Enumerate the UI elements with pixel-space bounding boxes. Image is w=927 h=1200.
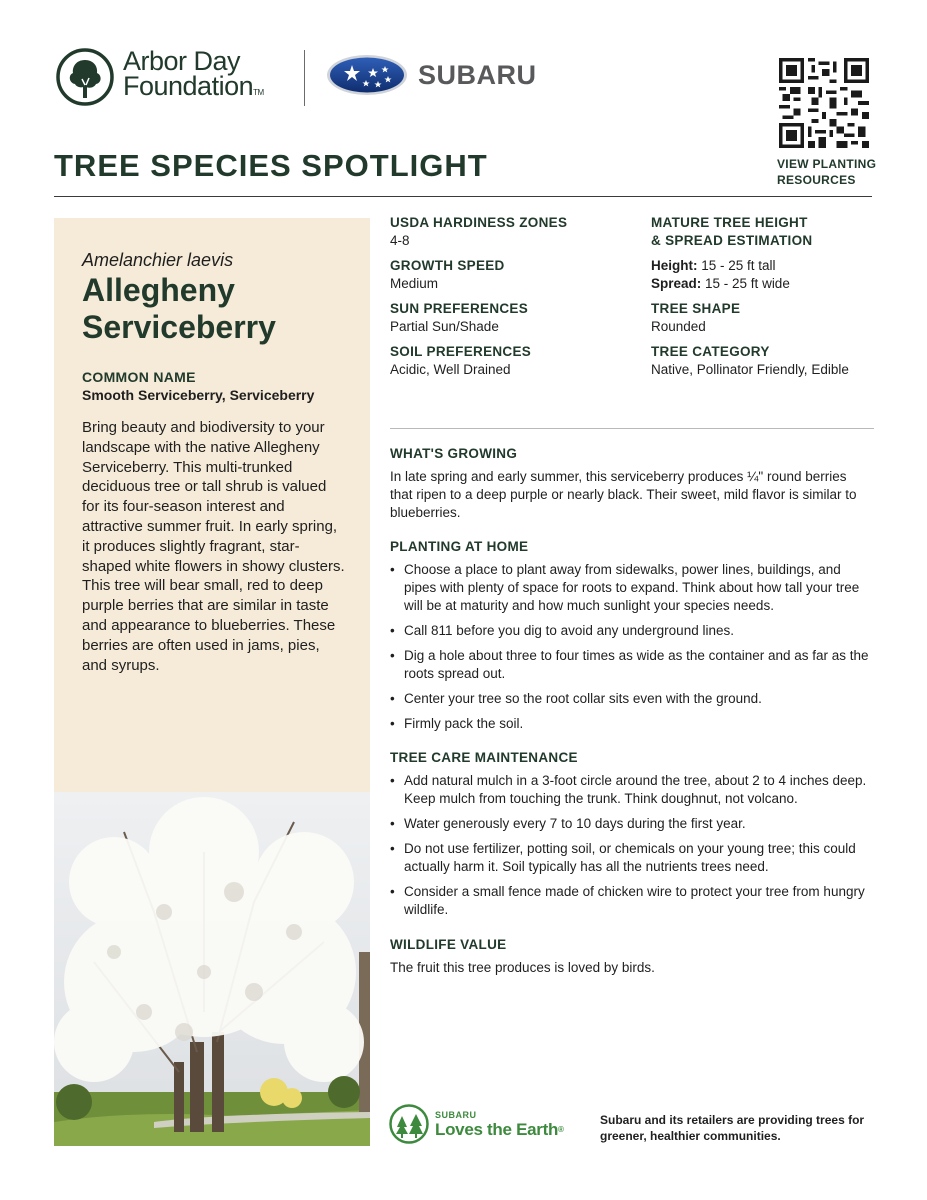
trees-icon bbox=[389, 1104, 429, 1144]
lte-tm: ® bbox=[558, 1124, 564, 1134]
wildlife-heading: WILDLIFE VALUE bbox=[390, 937, 507, 952]
header-divider bbox=[54, 196, 872, 197]
serviceberry-photo bbox=[54, 792, 370, 1146]
height-spread-label-2: & SPREAD ESTIMATION bbox=[651, 233, 813, 248]
growth-speed-label: GROWTH SPEED bbox=[390, 258, 505, 273]
subaru-loves-earth-logo bbox=[389, 1104, 564, 1144]
facts-divider bbox=[390, 428, 874, 429]
hardiness-label: USDA HARDINESS ZONES bbox=[390, 215, 568, 230]
lte-tagline: Loves the Earth bbox=[435, 1119, 559, 1139]
subaru-stars-icon bbox=[326, 53, 408, 97]
arbor-day-logo bbox=[56, 48, 264, 106]
page-title: TREE SPECIES SPOTLIGHT bbox=[54, 148, 488, 183]
qr-label: VIEW PLANTING RESOURCES bbox=[777, 157, 877, 187]
arbor-tm: TM bbox=[253, 88, 264, 97]
list-item: • Consider a small fence made of chicken wire to protect your tree from hungry wildlife. bbox=[390, 883, 870, 919]
growth-speed-value: Medium bbox=[390, 276, 439, 291]
species-name: Allegheny Serviceberry bbox=[82, 272, 276, 345]
planting-section bbox=[390, 539, 870, 740]
list-item: • Firmly pack the soil. bbox=[390, 715, 870, 733]
species-description: Bring beauty and biodiversity to your landscape with the native Allegheny Serviceberry. This multi-trunked deciduous tree or tall shrub is valued for its four-season interest and attractive summer fruit. In early spring, it produces slightly fragrant, star-shaped white flowers in showy clusters. This tree will bear small, red to deep purple berries that are similar in taste and appearance to blueberries. These berries are often used in jams, pies, and syrups. bbox=[82, 419, 345, 674]
shape-label: TREE SHAPE bbox=[651, 301, 741, 316]
facts-column-left bbox=[390, 214, 630, 386]
category-label: TREE CATEGORY bbox=[651, 344, 770, 359]
sun-value: Partial Sun/Shade bbox=[390, 319, 499, 334]
list-item: • Water generously every 7 to 10 days during the first year. bbox=[390, 815, 870, 833]
facts-column-right bbox=[651, 214, 876, 386]
planting-heading: PLANTING AT HOME bbox=[390, 539, 529, 554]
scientific-name: Amelanchier laevis bbox=[82, 250, 234, 270]
shape-value: Rounded bbox=[651, 319, 706, 334]
logo-divider bbox=[304, 50, 305, 106]
common-name-value: Smooth Serviceberry, Serviceberry bbox=[82, 387, 315, 403]
whats-growing-heading: WHAT'S GROWING bbox=[390, 446, 518, 461]
subaru-logo bbox=[326, 53, 537, 97]
lte-brand: SUBARU bbox=[435, 1109, 477, 1120]
qr-code-icon bbox=[779, 58, 869, 148]
list-item: • Call 811 before you dig to avoid any underground lines. bbox=[390, 622, 870, 640]
subaru-wordmark: SUBARU bbox=[418, 59, 537, 90]
list-item: • Do not use fertilizer, potting soil, or chemicals on your young tree; this could actually harm it. Soil typically has all the nutrients trees need. bbox=[390, 840, 870, 876]
hardiness-value: 4-8 bbox=[390, 233, 410, 248]
height-row: Height: 15 - 25 ft tall bbox=[651, 258, 776, 273]
arbor-line2: Foundation bbox=[123, 71, 254, 101]
height-spread-label-1: MATURE TREE HEIGHT bbox=[651, 215, 808, 230]
care-heading: TREE CARE MAINTENANCE bbox=[390, 750, 578, 765]
tree-icon bbox=[56, 48, 114, 106]
list-item: • Add natural mulch in a 3-foot circle around the tree, about 2 to 4 inches deep. Keep mulch from touching the trunk. Think doughnut, not volcano. bbox=[390, 772, 870, 808]
wildlife-text: The fruit this tree produces is loved by birds. bbox=[390, 960, 655, 975]
list-item: • Center your tree so the root collar sits even with the ground. bbox=[390, 690, 870, 708]
sun-label: SUN PREFERENCES bbox=[390, 301, 529, 316]
category-value: Native, Pollinator Friendly, Edible bbox=[651, 362, 849, 377]
spread-row: Spread: 15 - 25 ft wide bbox=[651, 276, 790, 291]
care-section bbox=[390, 750, 870, 926]
list-item: • Dig a hole about three to four times as wide as the container and as far as the roots spread out. bbox=[390, 647, 870, 683]
wildlife-section bbox=[390, 937, 870, 977]
soil-value: Acidic, Well Drained bbox=[390, 362, 511, 377]
common-name-label: COMMON NAME bbox=[82, 369, 196, 385]
arbor-line1: Arbor Day bbox=[123, 46, 241, 76]
whats-growing-text: In late spring and early summer, this serviceberry produces ¼" round berries that ripen to a deep purple or nearly black. Their sweet, mild flavor is similar to blueberries. bbox=[390, 469, 857, 520]
footer-note: Subaru and its retailers are providing trees for greener, healthier communities. bbox=[600, 1113, 865, 1143]
list-item: • Choose a place to plant away from sidewalks, power lines, buildings, and pipes with plenty of space for roots to expand. Think about how tall your tree will be at maturity and how much sunlight your species needs. bbox=[390, 561, 870, 615]
soil-label: SOIL PREFERENCES bbox=[390, 344, 532, 359]
whats-growing-section bbox=[390, 446, 870, 522]
